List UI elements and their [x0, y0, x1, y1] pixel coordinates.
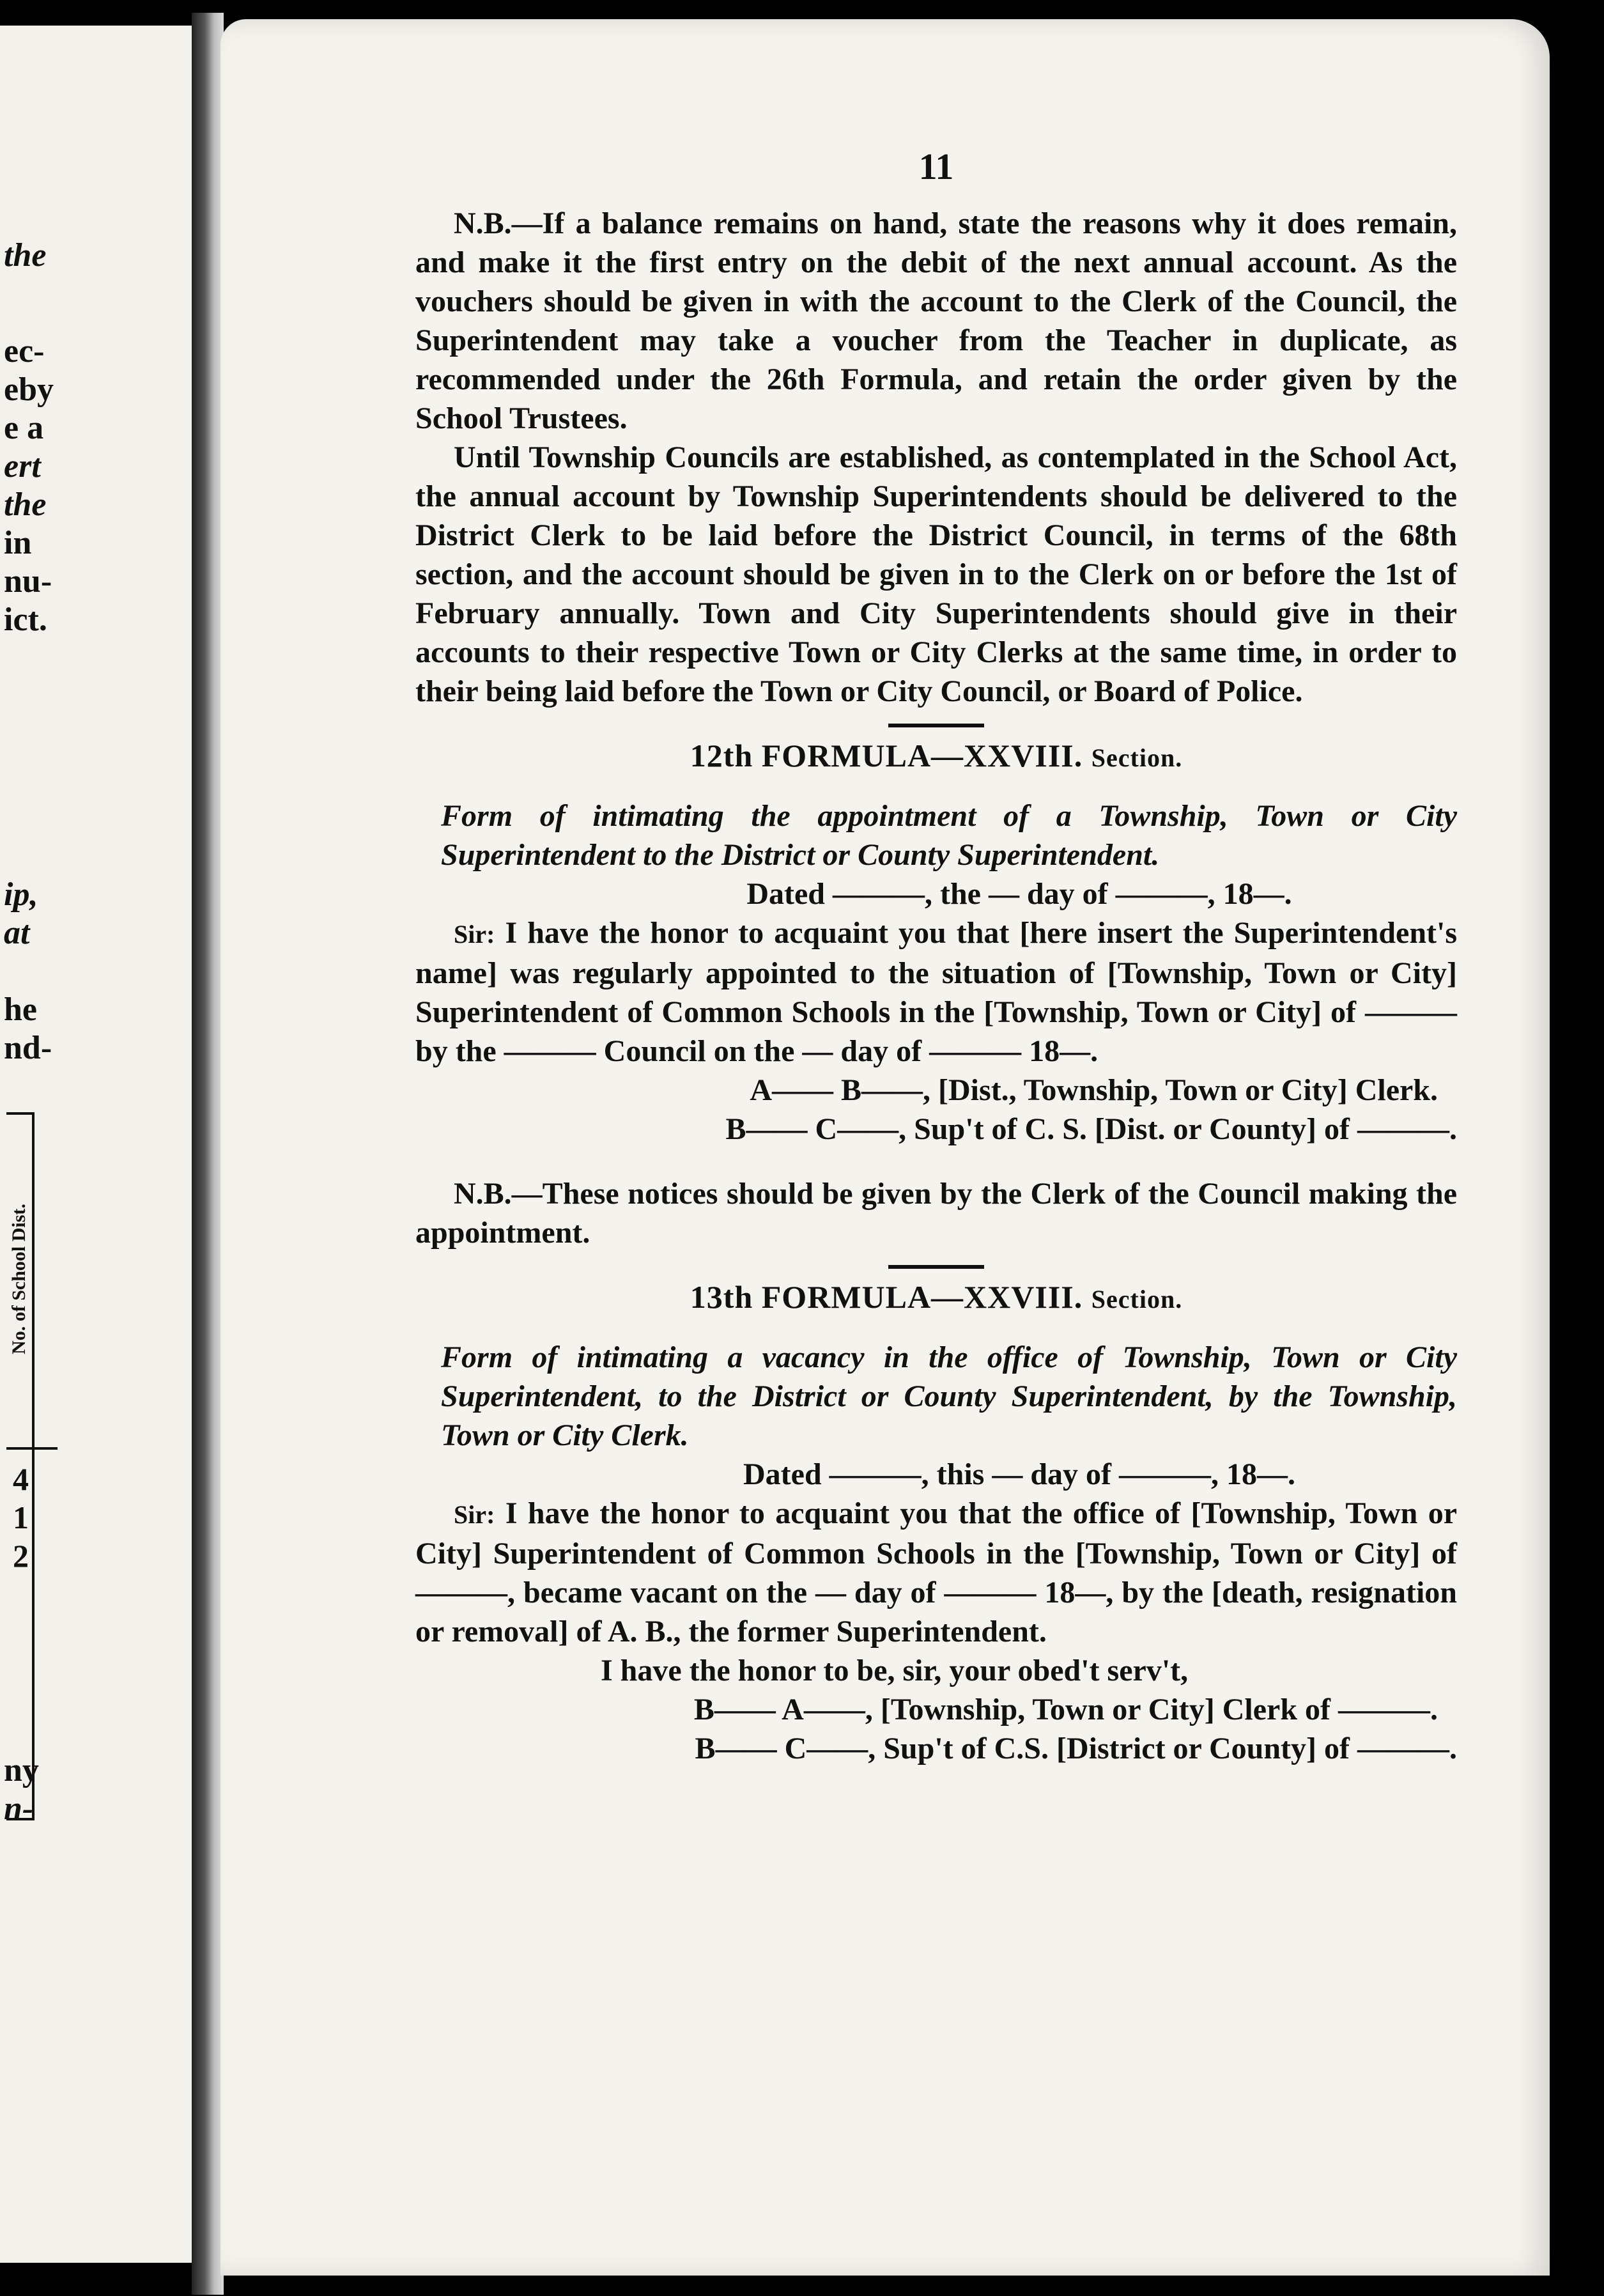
formula-13-body: I have the honor to acquaint you that the office of [Township, Town or City] Superintendent of Common Schools in the [Township, Town or City] of ———, became vacant on the — day of ——— 18—, by the [death, resignation or removal] of A. B., the former Superintendent. [415, 1496, 1457, 1648]
page-number: 11 [918, 146, 954, 187]
left-edge-line: ip, [4, 876, 38, 913]
section-rule [888, 1265, 984, 1269]
formula-13-heading-section: Section. [1091, 1285, 1183, 1314]
formula-13-letter [415, 1494, 1457, 1651]
left-edge-line: the [4, 486, 47, 523]
left-edge-line: ec- [4, 333, 45, 369]
formula-12-letter [415, 913, 1457, 1071]
nb-paragraph: N.B.—If a balance remains on hand, state the reasons why it does remain, and make it the first entry on the debit of the next annual account. As the vouchers should be given in with the account to the Clerk of the Council, the Superintendent may take a voucher from the Teacher in duplicate, as recommended under the 26th Formula, and retain the order given by the School Trustees. [415, 206, 1457, 435]
formula-13-closing: I have the honor to be, sir, your obed't serv't, [601, 1654, 1189, 1687]
formula-13-dated-line: Dated ———, this — day of ———, 18—. [743, 1457, 1296, 1491]
formula-13-salutation: Sir: [454, 1500, 495, 1529]
formula-12-body: I have the honor to acquaint you that [here insert the Superintendent's name] was regularly appointed to the situation of [Township, Town or City] Superintendent of Common Schools in the [Township, Town or City] of ——— by the ——— Council on the — day of ——— 18—. [415, 916, 1458, 1068]
formula-12-form-title: Form of intimating the appointment of a Township, Town or City Superintendent to the District or County Superintendent. [441, 799, 1457, 872]
formula-12-signature-2: B—— C——, Sup't of C. S. [Dist. or County] of ———. [725, 1112, 1457, 1146]
formula-13-signature-2: B—— C——, Sup't of C.S. [District or County] of ———. [695, 1732, 1457, 1765]
until-paragraph: Until Township Councils are established, as contemplated in the School Act, the annual account by Township Superintendents should be delivered to the District Clerk to be laid before the District Council, in terms of the 68th section, and the account should be given in to the Clerk on or before the 1st of February annually. Town and City Superintendents should give in their accounts to their respective Town or City Clerks at the same time, in order to their being laid before the Town or City Council, or Board of Police. [415, 440, 1457, 708]
left-edge-line: at [4, 915, 30, 951]
left-edge-line: ny [4, 1752, 39, 1788]
left-table-number: 4 [13, 1461, 29, 1497]
left-table-number: 2 [13, 1538, 29, 1574]
left-table-fragment [6, 1112, 35, 1820]
formula-12-heading [415, 736, 1457, 777]
left-table-numbers [13, 1460, 29, 1575]
formula-12-dated-line: Dated ———, the — day of ———, 18—. [746, 877, 1292, 911]
left-edge-line: the [4, 237, 47, 274]
page-text [415, 147, 1457, 1768]
left-table-header-label: No. of School Dist. [8, 1204, 29, 1354]
left-edge-line: n- [4, 1790, 34, 1827]
left-edge-line: e a [4, 410, 44, 446]
left-table-number: 1 [13, 1500, 29, 1535]
formula-12-signature-1: A—— B——, [Dist., Township, Town or City] Clerk. [750, 1073, 1438, 1107]
left-edge-line: nu- [4, 563, 52, 600]
left-edge-line: ert [4, 448, 41, 485]
left-table-header [6, 1115, 58, 1450]
section-rule [888, 724, 984, 727]
left-edge-line: he [4, 991, 37, 1028]
formula-12-salutation: Sir: [454, 920, 495, 949]
left-edge-line: eby [4, 371, 54, 408]
left-page [0, 26, 194, 2263]
formula-13-form-title: Form of intimating a vacancy in the office of Township, Town or City Superintendent, to the District or County Superintendent, by the Township, Town or City Clerk. [441, 1340, 1457, 1452]
left-edge-line: in [4, 525, 32, 561]
left-edge-line: nd- [4, 1030, 52, 1066]
formula-12-note: N.B.—These notices should be given by the Clerk of the Council making the appointment. [415, 1177, 1457, 1250]
formula-12-heading-main: 12th FORMULA—XXVIII. [690, 738, 1083, 773]
right-page [220, 19, 1550, 2276]
book-spine [192, 13, 224, 2295]
formula-13-heading [415, 1278, 1457, 1319]
left-edge-line: ict. [4, 601, 47, 638]
formula-13-signature-1: B—— A——, [Township, Town or City] Clerk of ———. [693, 1693, 1438, 1726]
formula-12-heading-section: Section. [1091, 743, 1183, 772]
formula-13-heading-main: 13th FORMULA—XXVIII. [690, 1279, 1083, 1315]
